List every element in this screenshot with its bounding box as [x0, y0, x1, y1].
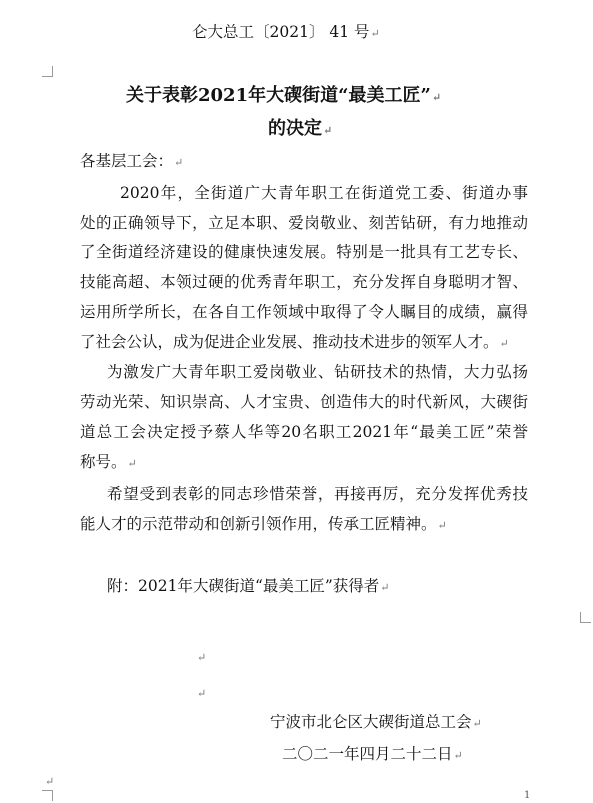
signature-date: 二〇二一年四月二十二日↵	[282, 745, 463, 763]
paragraph-2-line-1: 为激发广大青年职工爱岗敬业、钻研技术的热情，大力弘扬	[107, 363, 528, 381]
page-number: 1	[524, 790, 531, 801]
crop-mark-top-right	[580, 612, 591, 623]
paragraph-3-line-1: 希望受到表彰的同志珍惜荣誉，再接再厉，充分发挥优秀技	[107, 485, 528, 503]
paragraph-2-line-2: 劳动光荣、知识崇高、人才宝贵、创造伟大的时代新风，大碶街	[80, 393, 528, 411]
paragraph-1-line-6: 了社会公认，成为促进企业发展、推动技术进步的领军人才。↵	[80, 333, 509, 351]
title-line-2: 的决定↵	[268, 118, 333, 139]
paragraph-1-line-2: 处的正确领导下，立足本职、爱岗敬业、刻苦钻研，有力地推动	[80, 214, 528, 232]
empty-paragraph-mark: ↵	[45, 775, 55, 788]
document-number: 仑大总工〔2021〕 41 号↵	[192, 23, 380, 41]
paragraph-1-line-3: 了全街道经济建设的健康快速发展。特别是一批具有工艺专长、	[80, 243, 528, 261]
title-line-1: 关于表彰2021年大碶街道“最美工匠”↵	[126, 85, 442, 106]
paragraph-2-line-4: 称号。↵	[80, 453, 137, 471]
attachment-note: 附：2021年大碶街道“最美工匠”获得者↵	[107, 577, 390, 595]
empty-paragraph-mark: ↵	[197, 651, 207, 664]
crop-mark-top-left	[42, 66, 53, 77]
paragraph-1-line-4: 技能高超、本领过硬的优秀青年职工，充分发挥自身聪明才智、	[80, 273, 528, 291]
paragraph-3-line-2: 能人才的示范带动和创新引领作用，传承工匠精神。↵	[80, 515, 447, 533]
paragraph-1-line-1: 2020年，全街道广大青年职工在街道党工委、街道办事	[120, 184, 528, 202]
salutation: 各基层工会：↵	[80, 152, 184, 170]
paragraph-2-line-3: 道总工会决定授予蔡人华等20名职工2021年“最美工匠”荣誉	[80, 423, 528, 441]
empty-paragraph-mark: ↵	[197, 687, 207, 700]
paragraph-1-line-5: 运用所学所长，在各自工作领域中取得了令人瞩目的成绩，赢得	[80, 303, 528, 321]
signature-organization: 宁波市北仑区大碶街道总工会↵	[270, 713, 482, 731]
